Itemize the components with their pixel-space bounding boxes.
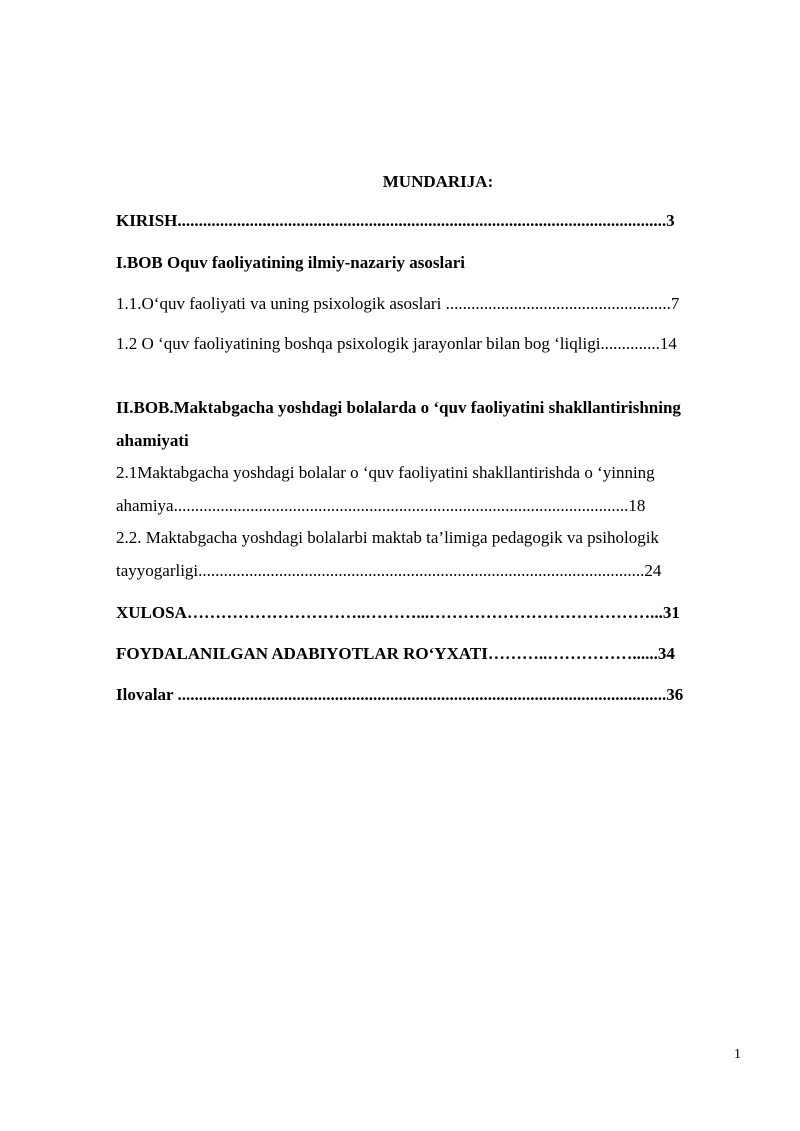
toc-chapter-2-line1: II.BOB.Maktabgacha yoshdagi bolalarda o ‘quv faoliyatini shakllantirishning — [116, 398, 681, 417]
toc-section-2-2-line2: tayyogarligi.........................................................................................................24 — [116, 561, 662, 580]
toc-intro: KIRISH...................................................................................................................3 — [116, 211, 675, 230]
toc-conclusion: XULOSA…………………………..………...…………………………………...31 — [116, 603, 680, 622]
page-title: MUNDARIJA: — [382, 172, 494, 191]
toc-section-2-1-line1: 2.1Maktabgacha yoshdagi bolalar o ‘quv faoliyatini shakllantirishda o ‘yinning — [116, 463, 655, 482]
toc-section-1-2: 1.2 O ‘quv faoliyatining boshqa psixologik jarayonlar bilan bog ‘liqligi..............14 — [116, 334, 677, 353]
page-number: 1 — [734, 1047, 741, 1062]
toc-chapter-1: I.BOB Oquv faoliyatining ilmiy-nazariy asoslari — [116, 253, 466, 272]
toc-section-2-1-line2: ahamiya...........................................................................................................18 — [116, 496, 646, 515]
toc-appendix: Ilovalar ...................................................................................................................36 — [116, 685, 684, 704]
toc-references: FOYDALANILGAN ADABIYOTLAR RO‘YXATI………..……………......34 — [116, 644, 675, 663]
toc-chapter-2-line2: ahamiyati — [116, 431, 189, 450]
toc-section-2-2-line1: 2.2. Maktabgacha yoshdagi bolalarbi maktab ta’limiga pedagogik va psihologik — [116, 528, 659, 547]
toc-section-1-1: 1.1.O‘quv faoliyati va uning psixologik asoslari .....................................................7 — [116, 294, 680, 313]
